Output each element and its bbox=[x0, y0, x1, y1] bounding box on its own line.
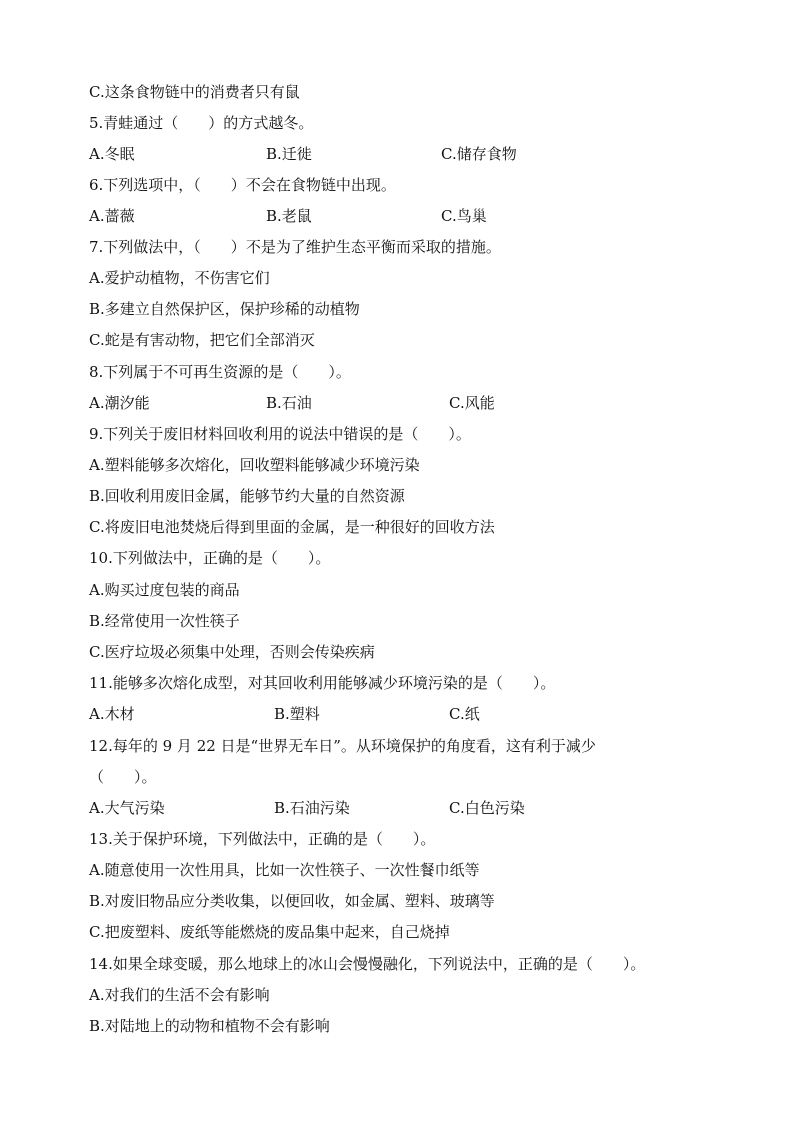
question-13: 13.关于保护环境，下列做法中，正确的是（ ）。 bbox=[89, 830, 436, 848]
q13-option-a: A.随意使用一次性用具，比如一次性筷子、一次性餐巾纸等 bbox=[89, 861, 480, 879]
q8-option-c: C.风能 bbox=[449, 394, 495, 412]
question-11: 11.能够多次熔化成型，对其回收利用能够减少环境污染的是（ ）。 bbox=[89, 674, 556, 692]
question-10: 10.下列做法中，正确的是（ ）。 bbox=[89, 549, 331, 567]
question-8: 8.下列属于不可再生资源的是（ ）。 bbox=[89, 363, 351, 381]
question-12-continued: （ ）。 bbox=[89, 768, 157, 786]
q5-option-a: A.冬眠 bbox=[89, 145, 135, 163]
q12-option-a: A.大气污染 bbox=[89, 799, 165, 817]
q7-option-b: B.多建立自然保护区，保护珍稀的动植物 bbox=[89, 300, 360, 318]
q7-option-a: A.爱护动植物，不伤害它们 bbox=[89, 269, 270, 287]
q9-option-b: B.回收利用废旧金属，能够节约大量的自然资源 bbox=[89, 487, 405, 505]
q7-option-c: C.蛇是有害动物，把它们全部消灭 bbox=[89, 331, 315, 349]
q6-option-a: A.蔷薇 bbox=[89, 207, 135, 225]
q5-option-c: C.储存食物 bbox=[441, 145, 517, 163]
q12-option-c: C.白色污染 bbox=[449, 799, 525, 817]
q6-option-c: C.鸟巢 bbox=[441, 207, 487, 225]
q11-option-a: A.木材 bbox=[89, 705, 135, 723]
q10-option-b: B.经常使用一次性筷子 bbox=[89, 612, 240, 630]
q10-option-c: C.医疗垃圾必须集中处理，否则会传染疾病 bbox=[89, 643, 375, 661]
q13-option-c: C.把废塑料、废纸等能燃烧的废品集中起来，自己烧掉 bbox=[89, 923, 450, 941]
question-5: 5.青蛙通过（ ）的方式越冬。 bbox=[89, 114, 314, 132]
question-7: 7.下列做法中，（ ）不是为了维护生态平衡而采取的措施。 bbox=[89, 238, 501, 256]
q9-option-c: C.将废旧电池焚烧后得到里面的金属，是一种很好的回收方法 bbox=[89, 518, 495, 536]
question-12: 12.每年的 9 月 22 日是“世界无车日”。从环境保护的角度看，这有利于减少 bbox=[89, 737, 596, 755]
q8-option-a: A.潮汐能 bbox=[89, 394, 150, 412]
q14-option-b: B.对陆地上的动物和植物不会有影响 bbox=[89, 1017, 330, 1035]
question-14: 14.如果全球变暖，那么地球上的冰山会慢慢融化，下列说法中，正确的是（ ）。 bbox=[89, 955, 646, 973]
q5-option-b: B.迁徙 bbox=[266, 145, 312, 163]
q6-option-b: B.老鼠 bbox=[266, 207, 312, 225]
q14-option-a: A.对我们的生活不会有影响 bbox=[89, 986, 270, 1004]
q11-option-c: C.纸 bbox=[449, 705, 480, 723]
q8-option-b: B.石油 bbox=[266, 394, 312, 412]
q9-option-a: A.塑料能够多次熔化，回收塑料能够减少环境污染 bbox=[89, 456, 420, 474]
question-9: 9.下列关于废旧材料回收利用的说法中错误的是（ ）。 bbox=[89, 425, 471, 443]
question-6: 6.下列选项中，（ ）不会在食物链中出现。 bbox=[89, 176, 396, 194]
q12-option-b: B.石油污染 bbox=[274, 799, 350, 817]
q13-option-b: B.对废旧物品应分类收集，以便回收，如金属、塑料、玻璃等 bbox=[89, 892, 495, 910]
q4-option-c: C.这条食物链中的消费者只有鼠 bbox=[89, 83, 300, 101]
q10-option-a: A.购买过度包装的商品 bbox=[89, 581, 240, 599]
q11-option-b: B.塑料 bbox=[274, 705, 320, 723]
